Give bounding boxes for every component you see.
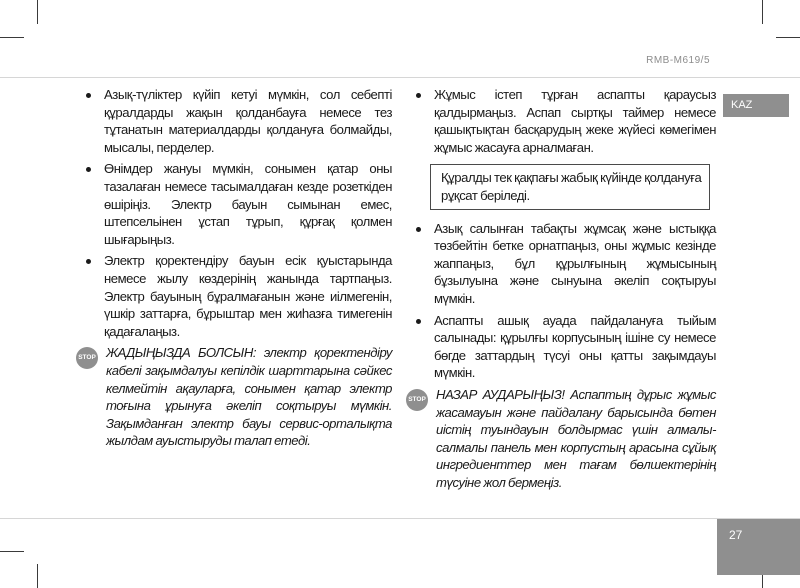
note-box: Құралды тек қақпағы жабық күйінде қолдануға рұқсат беріледі. [430, 164, 710, 209]
list-item [82, 86, 392, 156]
list-item-text: Азық салынған табақты жұмсақ және ыстыққа төзбейтін бетке орнатпаңыз, оны жұмыс кезінде жаппаңыз, бұл құрылғының жұмысының бұзылуына және сынуына әкеліп соқтыруы мүмкін. [434, 220, 716, 306]
crop-mark [37, 0, 38, 24]
list-item-text: Өнімдер жануы мүмкін, сонымен қатар оны тазалаған немесе тасымалдаған кезде розеткіден өшіріңіз. Электр бауын сымынан емес, штепсельінен ұстап тұрып, құрғақ қолмен шығарыңыз. [104, 161, 392, 247]
bullet-icon [86, 259, 91, 264]
left-column [78, 86, 392, 454]
warning-block [78, 344, 392, 450]
warning-lead: ЖАДЫҢЫЗДА БОЛСЫН: [106, 345, 257, 361]
bullet-icon [86, 167, 91, 172]
footer-rule [0, 518, 800, 519]
stop-icon: STOP [76, 347, 98, 369]
list-item [412, 220, 716, 308]
bullet-icon [416, 227, 421, 232]
warning-lead: НАЗАР АУДАРЫҢЫЗ! [436, 386, 565, 402]
bullet-icon [416, 319, 421, 324]
list-item-text: Жұмыс істеп тұрған аспапты қараусыз қалдырмаңыз. Аспап сыртқы таймер немесе қашықтықтан басқарудың жеке жүйесі көмегімен жұмыс жасауға арналмаған. [434, 87, 716, 155]
header-rule [0, 77, 800, 78]
crop-mark [37, 564, 38, 588]
crop-mark [0, 551, 24, 552]
list-item-text: Аспапты ашық ауада пайдалануға тыйым салынады: құрылғы корпусының ішіне су немесе бөгде заттардың түсуі оны қатты зақымдауы мүмкін. [434, 312, 716, 381]
page-number: 27 [717, 519, 800, 575]
list-item [412, 312, 716, 382]
warning-block [408, 386, 716, 492]
bullet-icon [86, 93, 91, 98]
language-tab: KAZ [723, 94, 789, 117]
stop-icon: STOP [406, 389, 428, 411]
right-column [408, 86, 716, 495]
crop-mark [0, 37, 24, 38]
model-number: RMB-M619/5 [646, 55, 710, 66]
warning-text: электр қоректендіру кабелі зақымдалуы кепілдік шарттарына сәйкес келмейтін ақауларға, сонымен қатар электр тоғына ұрынуға әкеліп соқтыруы мүмкін. Зақымданған электр бауы сервис-орталықта жылдам ауыстыруды талап етеді. [106, 345, 392, 449]
list-item-text: Азық-түліктер күйіп кетуі мүмкін, сол себепті құралдарды жақын қолданбауға немесе тез тұтанатын материалдарды қолдануға болмайды, мысалы, перделер. [104, 87, 392, 155]
bullet-icon [416, 93, 421, 98]
crop-mark [762, 0, 763, 24]
list-item-text: Электр қоректендіру бауын есік қуыстарында немесе жылу көздерінің жанында тартпаңыз. Электр бауының бұралмағанын және иілмегенін, үшкір заттарға, бұрыштар мен жиһазға тимегенін қадағалаңыз. [104, 253, 392, 339]
crop-mark [776, 37, 800, 38]
list-item [412, 86, 716, 156]
list-item [82, 252, 392, 340]
list-item [82, 160, 392, 248]
warning-text: Аспаптың дұрыс жұмыс жасамауын және пайдалану барысында бөтен иістің туындауын болдырмас үшін алмалы-салмалы панель мен корпустың арасына сұйық ингредиенттер мен тағам бөлшектерінің түсуіне жол бермеңіз. [436, 386, 716, 490]
